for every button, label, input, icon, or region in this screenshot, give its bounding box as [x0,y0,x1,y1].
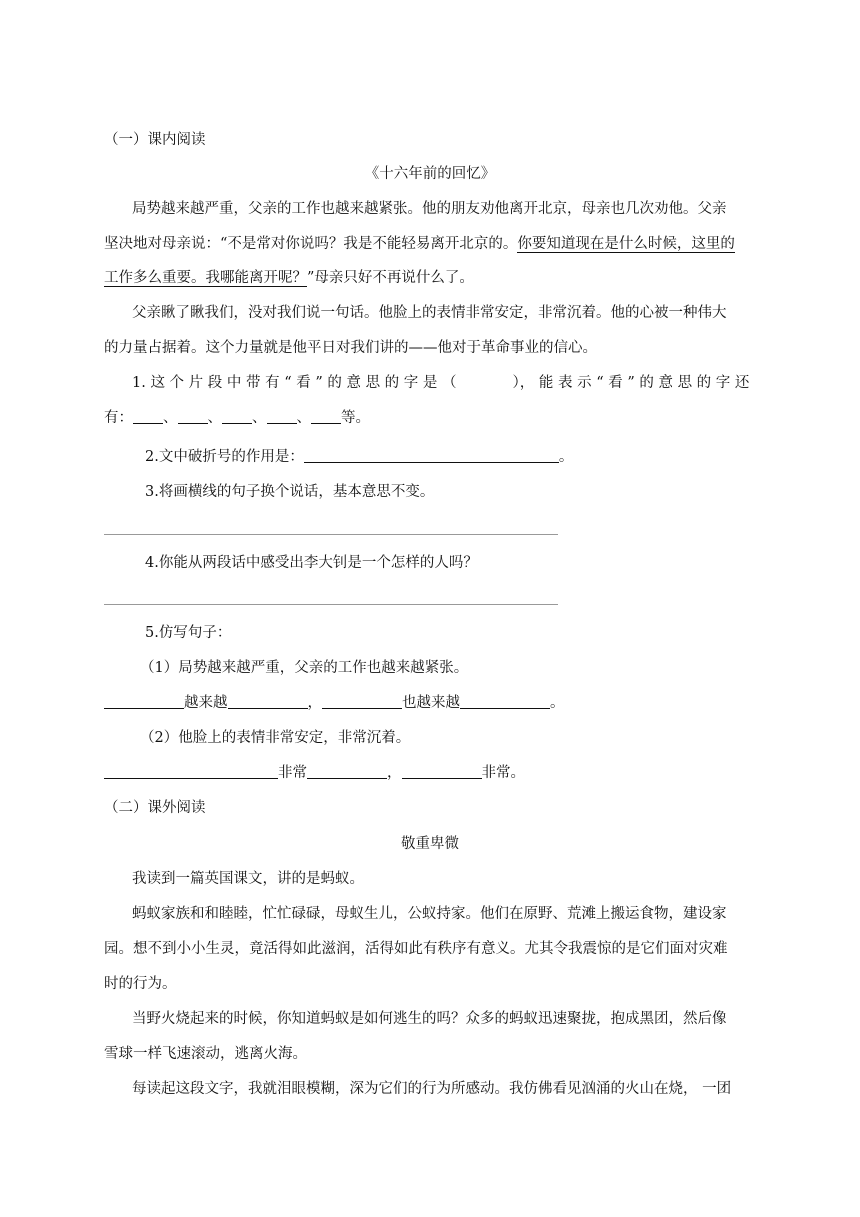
question-5-2-template [104,763,525,783]
question-4: 4.你能从两段话中感受出李大钊是一个怎样的人吗？ [145,555,478,571]
underlined-sentence-part2: 工作多么重要。我哪能离开呢？ [104,270,307,286]
separator: 、 [252,410,267,426]
answer-blank[interactable] [222,409,252,424]
answer-blank[interactable] [267,409,297,424]
section1-heading: （一）课内阅读 [104,132,206,148]
separator: 、 [207,410,222,426]
s2-p1: 我读到一篇英国课文，讲的是蚂蚁。 [132,871,364,887]
template-word: 非常。 [481,765,525,781]
answer-blank[interactable] [104,764,278,779]
template-word: 非常 [278,765,307,781]
template-word: 也越来越 [402,695,460,711]
question-5-1-template [104,693,565,713]
answer-blank[interactable] [304,448,559,463]
s2-p2-line1: 蚂蚁家族和和睦睦，忙忙碌碌，母蚁生儿，公蚁持家。他们在原野、荒滩上搬运食物，建设家 [132,906,727,922]
s2-p4-line1: 每读起这段文字，我就泪眼模糊，深为它们的行为所感动。我仿佛看见汹涌的火山在烧， 一团 [132,1081,732,1097]
answer-blank[interactable] [460,694,550,709]
answer-blank[interactable] [104,694,184,709]
p2-line2: 的力量占据着。这个力量就是他平日对我们讲的——他对于革命事业的信心。 [104,340,597,356]
question-1-suffix: 等。 [341,410,370,426]
question-1-prefix: 有： [104,410,133,426]
p1-line2-plain: 坚决地对母亲说：“不是常对你说吗？我是不能轻易离开北京的。 [104,236,518,252]
answer-blank[interactable] [402,764,482,779]
separator: 、 [163,410,178,426]
p1-line1: 局势越来越严重，父亲的工作也越来越紧张。他的朋友劝他离开北京，母亲也几次劝他。父亲 [132,201,727,217]
question-1-text-b: ）， 能 表 示 “ 看 ” 的 意 思 的 字 还 [512,375,750,391]
question-1-line2 [104,408,370,428]
question-2 [145,447,573,467]
question-3: 3.将画横线的句子换个说话，基本意思不变。 [145,484,435,500]
template-end: 。 [550,695,565,711]
s2-p3-line1: 当野火烧起来的时候，你知道蚂蚁是如何逃生的吗？众多的蚂蚁迅速聚拢，抱成黑团，然后像 [132,1011,727,1027]
question-1-line1 [132,373,749,393]
s2-p2-line3: 时的行为。 [104,976,177,992]
answer-blank[interactable] [322,694,402,709]
p1-line3 [104,268,474,288]
question-1-text-a: 1. 这 个 片 段 中 带 有 “ 看 ” 的 意 思 的 字 是 （ [132,375,457,391]
template-comma: ， [387,765,402,781]
answer-blank[interactable] [311,409,341,424]
question-2-text: 2.文中破折号的作用是： [145,449,304,465]
passage2-title: 敬重卑微 [401,836,459,852]
question-2-end: 。 [558,449,574,465]
separator: 、 [296,410,311,426]
p1-line2 [104,234,735,254]
answer-blank[interactable] [178,409,208,424]
passage1-title: 《十六年前的回忆》 [364,166,496,182]
template-word: 越来越 [184,695,228,711]
answer-blank[interactable] [307,764,387,779]
underlined-sentence-part1: 你要知道现在是什么时候，这里的 [517,236,735,252]
answer-line-4[interactable] [104,604,558,605]
question-5: 5.仿写句子： [145,625,232,641]
answer-blank[interactable] [228,694,308,709]
s2-p2-line2: 园。想不到小小生灵，竟活得如此滋润，活得如此有秩序有意义。尤其令我震惊的是它们面对灾难 [104,941,728,957]
p1-line3-plain: ”母亲只好不再说什么了。 [307,270,474,286]
question-5-1: （1）局势越来越严重，父亲的工作也越来越紧张。 [140,660,469,676]
question-5-2: （2）他脸上的表情非常安定，非常沉着。 [140,730,411,746]
answer-line-3[interactable] [104,534,558,535]
section2-heading: （二）课外阅读 [104,800,206,816]
s2-p3-line2: 雪球一样飞速滚动，逃离火海。 [104,1046,307,1062]
p2-line1: 父亲瞅了瞅我们，没对我们说一句话。他脸上的表情非常安定，非常沉着。他的心被一种伟大 [132,305,727,321]
template-comma: ， [307,695,322,711]
answer-blank[interactable] [133,409,163,424]
